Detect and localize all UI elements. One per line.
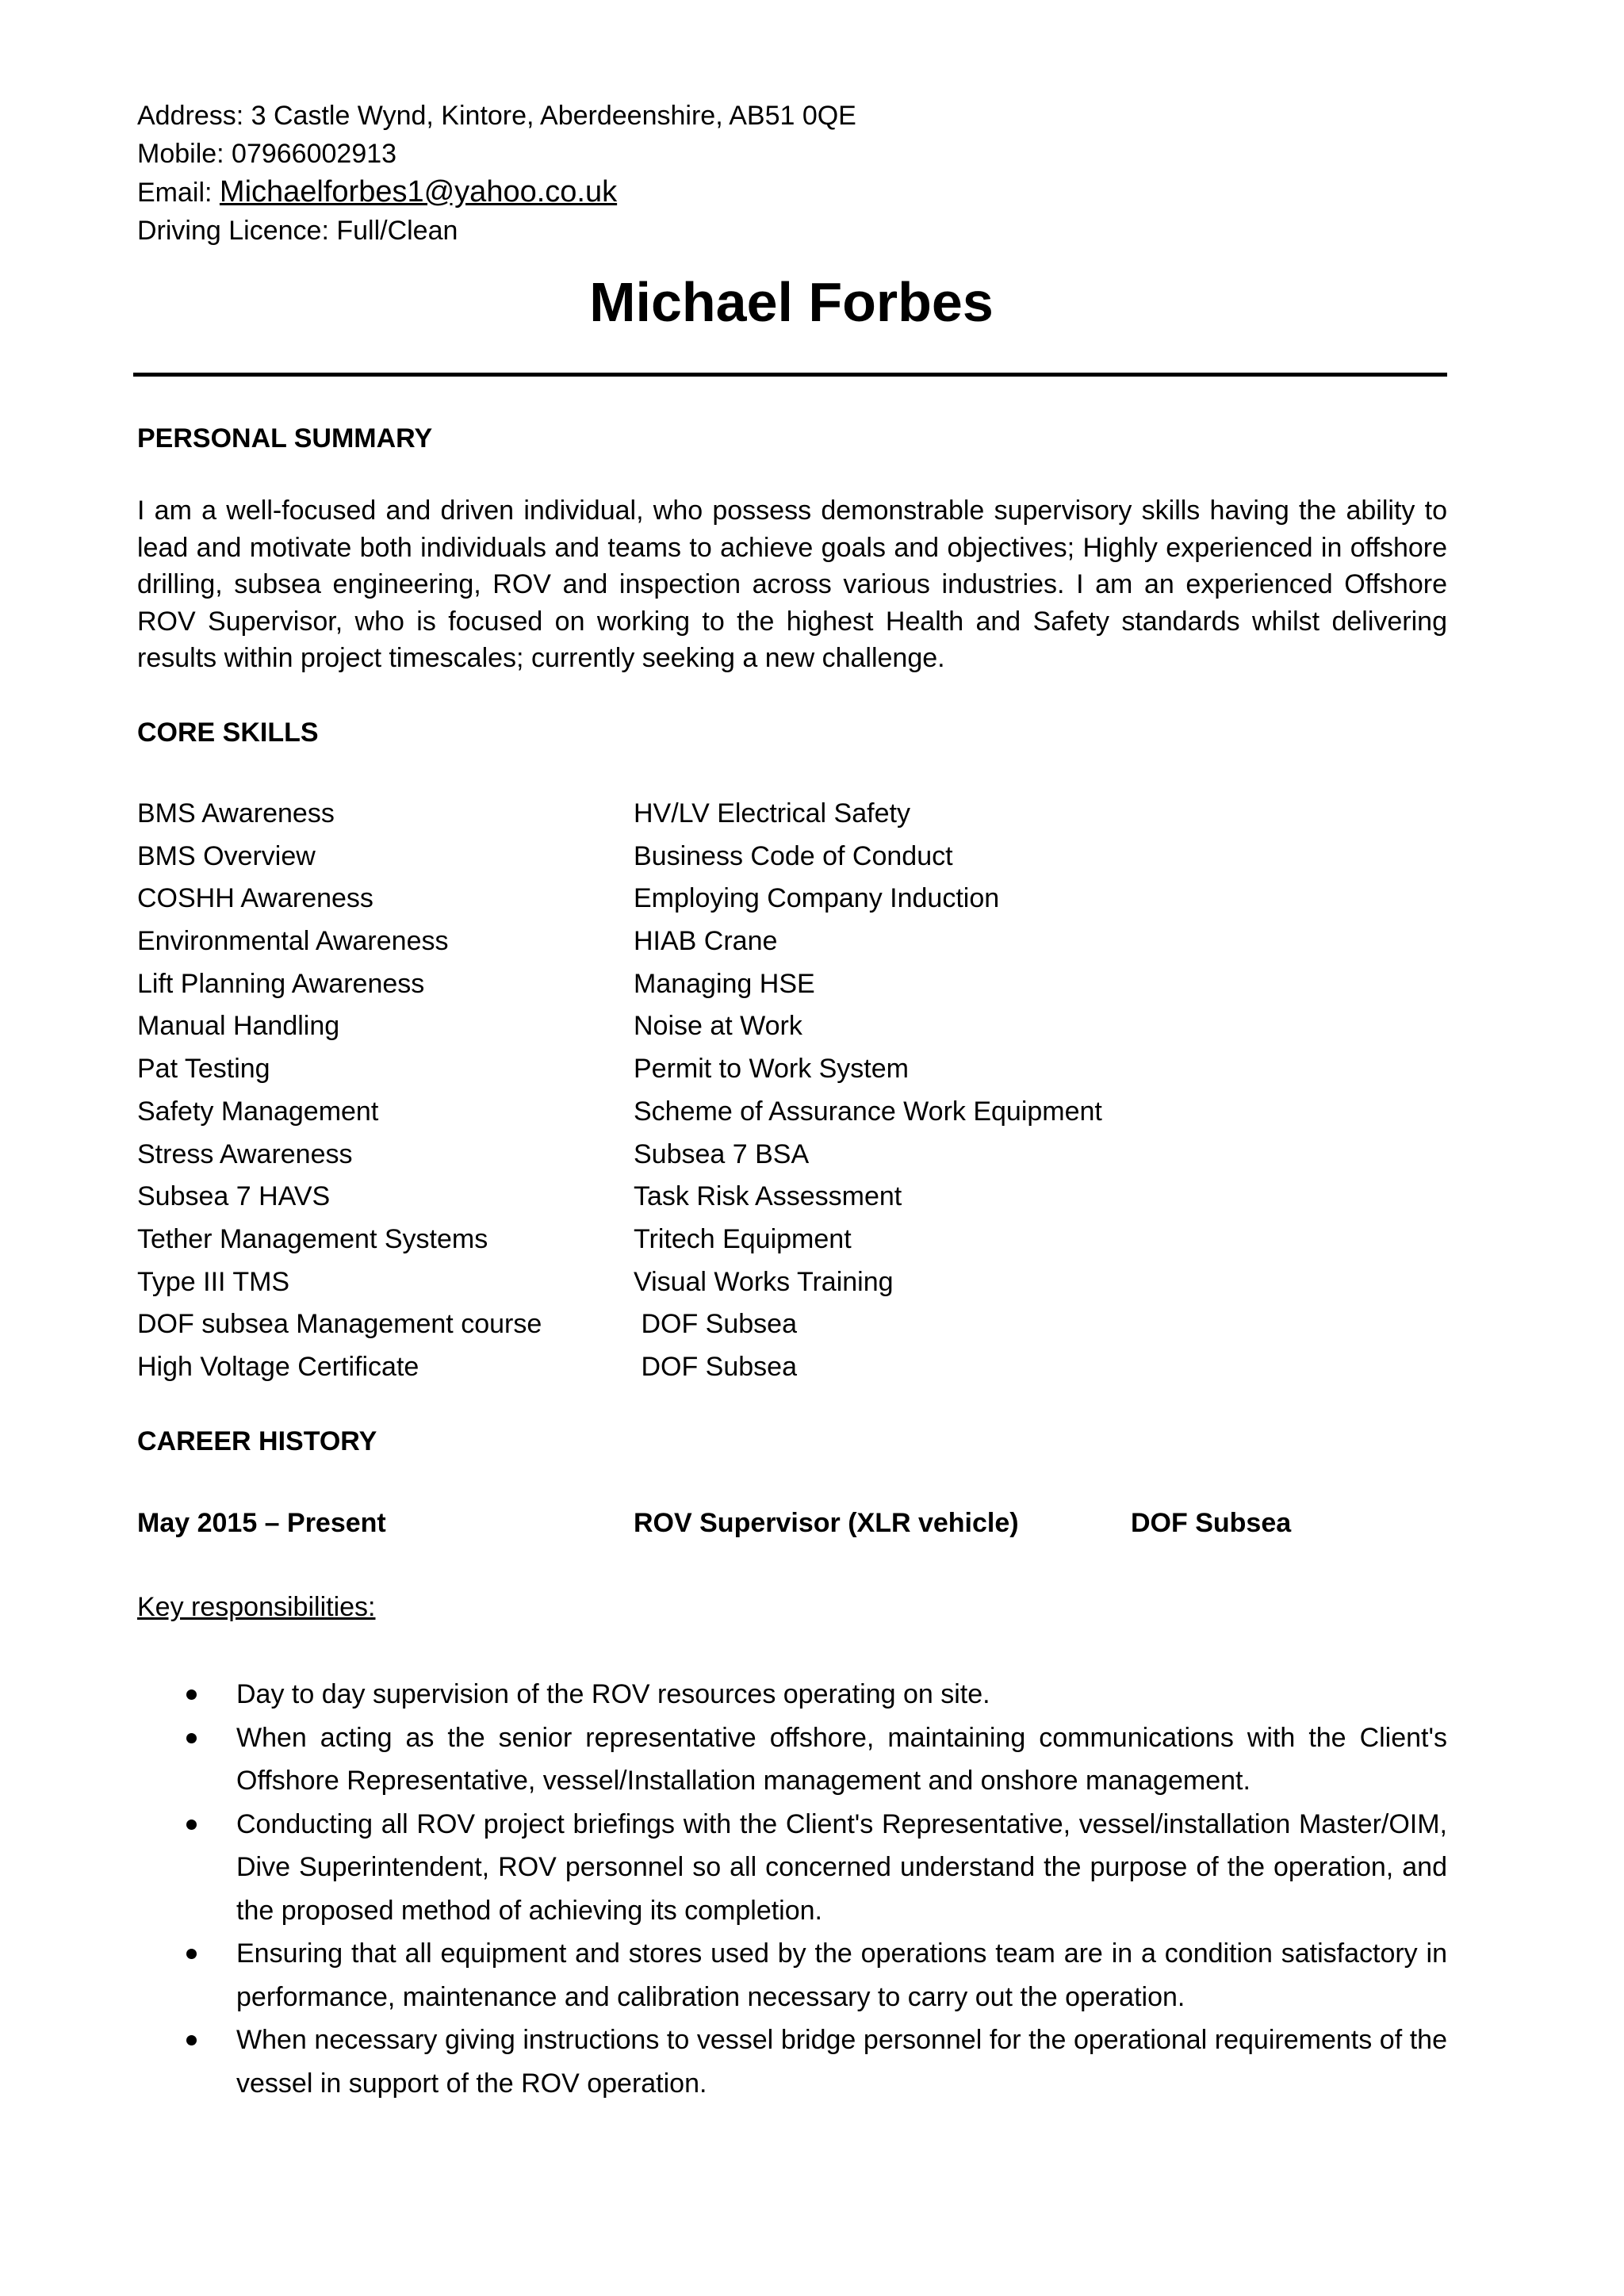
- skill-left: Lift Planning Awareness: [137, 968, 425, 999]
- skill-right: HIAB Crane: [634, 926, 778, 957]
- job-company: DOF Subsea: [1131, 1508, 1292, 1538]
- job-title: ROV Supervisor (XLR vehicle): [634, 1508, 1019, 1538]
- skill-left: High Voltage Certificate: [137, 1351, 419, 1382]
- skill-row: [137, 793, 1447, 836]
- email-label: Email:: [137, 178, 220, 208]
- skill-left: Type III TMS: [137, 1266, 290, 1297]
- driving-licence-line: Driving Licence: Full/Clean: [137, 216, 458, 246]
- responsibility-item: [137, 1673, 1447, 1716]
- job-entry: [137, 1503, 1447, 1543]
- email-line: [137, 173, 1446, 212]
- skill-right: Tritech Equipment: [634, 1223, 852, 1254]
- skill-row: [137, 1346, 1447, 1389]
- skill-row: [137, 1303, 1447, 1346]
- job-dates: May 2015 – Present: [137, 1508, 386, 1538]
- skill-right: Noise at Work: [634, 1011, 802, 1042]
- responsibility-item: [137, 2019, 1447, 2105]
- core-skills-heading: CORE SKILLS: [137, 718, 319, 748]
- responsibility-text: Conducting all ROV project briefings with the Client's Representative, vessel/installation Master/OIM, Dive Superintendent, ROV personnel so all concerned understand the purpose of the operation, and the proposed method of achieving its completion.: [236, 1808, 1447, 1926]
- header-divider: [133, 373, 1447, 377]
- skill-row: [137, 1219, 1447, 1261]
- skill-row: [137, 920, 1447, 963]
- contact-block: [137, 97, 1446, 250]
- address-line: Address: 3 Castle Wynd, Kintore, Aberdeenshire, AB51 0QE: [137, 101, 856, 131]
- skill-row: [137, 1134, 1447, 1177]
- responsibility-text: Ensuring that all equipment and stores used by the operations team are in a condition satisfactory in performance, maintenance and calibration necessary to carry out the operation.: [236, 1938, 1447, 2012]
- skill-left: DOF subsea Management course: [137, 1309, 542, 1340]
- responsibilities-list: [137, 1673, 1447, 2105]
- skill-left: Stress Awareness: [137, 1138, 353, 1169]
- responsibility-text: Day to day supervision of the ROV resources operating on site.: [236, 1679, 990, 1709]
- bullet-icon: [186, 1949, 197, 1959]
- personal-summary-heading: PERSONAL SUMMARY: [137, 423, 433, 453]
- bullet-icon: [186, 1733, 197, 1743]
- skill-right: Employing Company Induction: [634, 883, 1000, 914]
- skill-row: [137, 963, 1447, 1006]
- responsibility-text: When acting as the senior representative offshore, maintaining communications with the Client's Offshore Representative, vessel/Installation management and onshore management.: [236, 1722, 1447, 1796]
- skill-left: Tether Management Systems: [137, 1223, 488, 1254]
- skill-right: Visual Works Training: [634, 1266, 894, 1297]
- skill-row: [137, 1261, 1447, 1304]
- bullet-icon: [186, 1689, 197, 1700]
- skill-row: [137, 1176, 1447, 1219]
- skill-left: Pat Testing: [137, 1054, 270, 1085]
- skill-right: Business Code of Conduct: [634, 840, 953, 871]
- responsibility-item: [137, 1932, 1447, 2019]
- skill-right: HV/LV Electrical Safety: [634, 798, 910, 828]
- skill-left: BMS Awareness: [137, 798, 335, 828]
- skill-left: Environmental Awareness: [137, 926, 449, 957]
- skill-row: [137, 878, 1447, 920]
- responsibility-item: [137, 1803, 1447, 1933]
- email-link[interactable]: Michaelforbes1@yahoo.co.uk: [219, 175, 618, 209]
- skill-right: Subsea 7 BSA: [634, 1138, 810, 1169]
- skill-left: Subsea 7 HAVS: [137, 1181, 331, 1212]
- career-history-heading: CAREER HISTORY: [137, 1426, 377, 1456]
- responsibility-item: [137, 1716, 1447, 1803]
- skill-right: Permit to Work System: [634, 1054, 909, 1085]
- mobile-line: Mobile: 07966002913: [137, 139, 397, 169]
- personal-summary-text: I am a well-focused and driven individual, who possess demonstrable supervisory skills having the ability to lead and motivate both individuals and teams to achieve goals and objectives; Highly experienced in offshore drilling, subsea engineering, ROV and inspection across various industries. I am an experienced Offshore ROV Supervisor, who is focused on working to the highest Health and Safety standards whilst delivering results within project timescales; currently seeking a new challenge.: [137, 496, 1447, 673]
- bullet-icon: [186, 2035, 197, 2045]
- skill-right: Managing HSE: [634, 968, 815, 999]
- skill-row: [137, 1048, 1447, 1091]
- skill-left: BMS Overview: [137, 840, 316, 871]
- skill-left: Manual Handling: [137, 1011, 340, 1042]
- skill-right: Scheme of Assurance Work Equipment: [634, 1096, 1102, 1127]
- skill-left: Safety Management: [137, 1096, 379, 1127]
- skill-row: [137, 1091, 1447, 1134]
- skill-left: COSHH Awareness: [137, 883, 373, 914]
- bullet-icon: [186, 1820, 197, 1830]
- candidate-name: Michael Forbes: [589, 271, 994, 333]
- skill-right: DOF Subsea: [634, 1309, 797, 1340]
- skill-row: [137, 1005, 1447, 1048]
- core-skills-table: [137, 793, 1447, 1389]
- skill-row: [137, 836, 1447, 878]
- key-responsibilities-label: Key responsibilities:: [137, 1592, 376, 1622]
- skill-right: Task Risk Assessment: [634, 1181, 902, 1212]
- skill-right: DOF Subsea: [634, 1351, 797, 1382]
- responsibility-text: When necessary giving instructions to vessel bridge personnel for the operational requirements of the vessel in support of the ROV operation.: [236, 2025, 1447, 2099]
